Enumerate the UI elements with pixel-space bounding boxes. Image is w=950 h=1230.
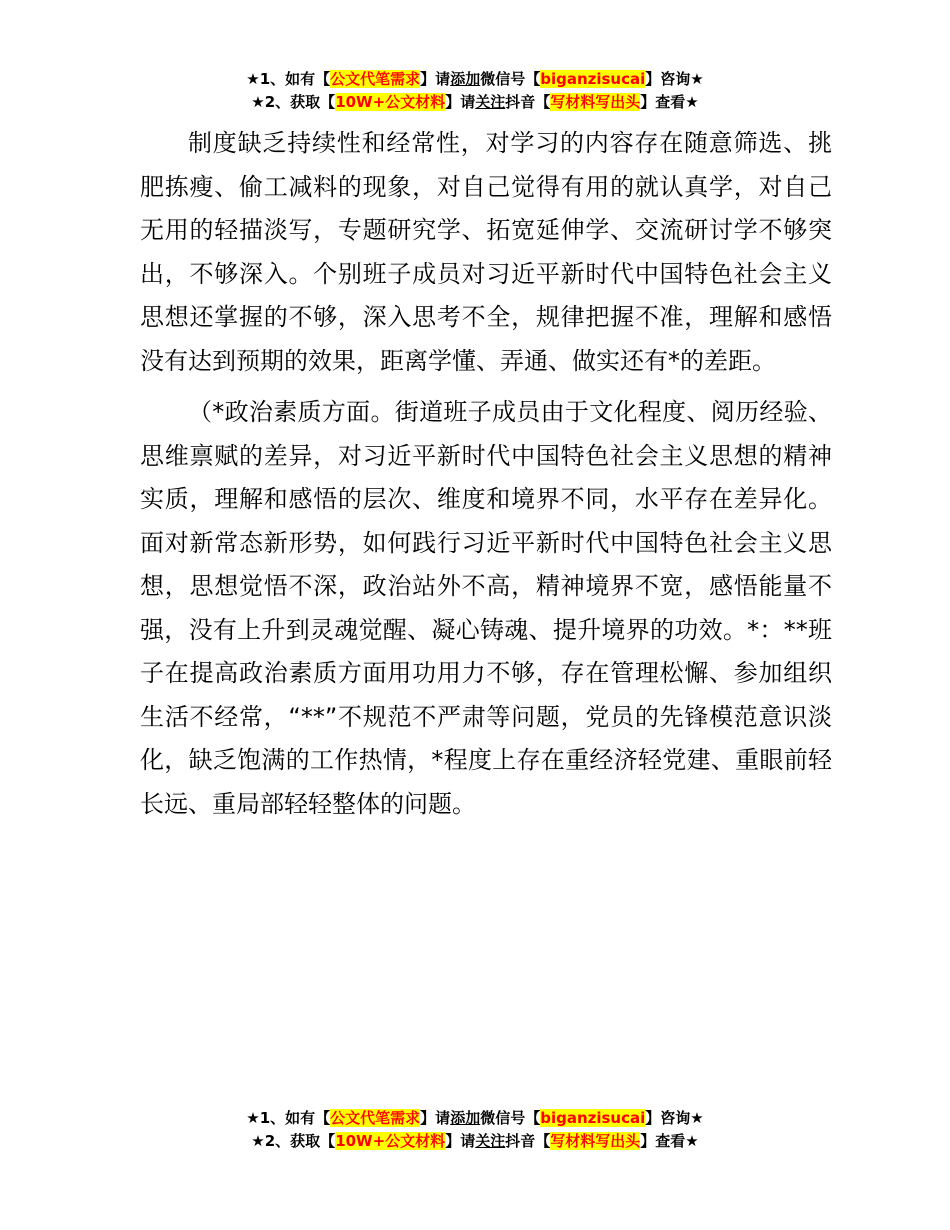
banner-line-2-mid2: 抖音【 bbox=[505, 93, 551, 111]
footer-line-1-highlight-wechat: biganzisucai bbox=[540, 1109, 646, 1127]
footer-line-1-underline: 添加 bbox=[450, 1109, 481, 1127]
footer-line-1-prefix: ★1、如有【 bbox=[246, 1109, 331, 1127]
footer-line-1-suffix: 】咨询★ bbox=[645, 1109, 704, 1127]
footer-line-1-mid2: 微信号【 bbox=[480, 1109, 541, 1127]
footer-line-2-highlight-douyin: 写材料写出头 bbox=[550, 1132, 641, 1150]
header-banner bbox=[0, 68, 950, 114]
footer-line-2-prefix: ★2、获取【 bbox=[251, 1132, 336, 1150]
banner-line-1-mid2: 微信号【 bbox=[480, 70, 541, 88]
banner-line-2-underline: 关注 bbox=[475, 93, 506, 111]
footer-line-2-underline: 关注 bbox=[475, 1132, 506, 1150]
footer-line-1 bbox=[0, 1107, 950, 1130]
footer-line-2-mid2: 抖音【 bbox=[505, 1132, 551, 1150]
banner-line-1-mid: 】请 bbox=[420, 70, 451, 88]
footer-line-2-mid: 】请 bbox=[445, 1132, 476, 1150]
paragraph-political-quality: （*政治素质方面。街道班子成员由于文化程度、阅历经验、思维禀赋的差异，对习近平新时代中国特色社会主义思想的精神实质，理解和感悟的层次、维度和境界不同，水平存在差异化。面对新常态新形势，如何践行习近平新时代中国特色社会主义思想，思想觉悟不深，政治站外不高，精神境界不宽，感悟能量不强，没有上升到灵魂觉醒、凝心铸魂、提升境界的功效。*：**班子在提高政治素质方面用功用力不够，存在管理松懈、参加组织生活不经常，“**”不规范不严肃等问题，党员的先锋模范意识淡化，缺乏饱满的工作热情，*程度上存在重经济轻党建、重眼前轻长远、重局部轻轻整体的问题。 bbox=[140, 398, 832, 818]
banner-line-1 bbox=[0, 68, 950, 91]
banner-line-2 bbox=[0, 91, 950, 114]
footer-line-2 bbox=[0, 1130, 950, 1153]
paragraph-study: 制度缺乏持续性和经常性，对学习的内容存在随意筛选、挑肥拣瘦、偷工减料的现象，对自己觉得有用的就认真学，对自己无用的轻描淡写，专题研究学、拓宽延伸学、交流研讨学不够突出，不够深入。个别班子成员对习近平新时代中国特色社会主义思想还掌握的不够，深入思考不全，规律把握不准，理解和感悟没有达到预期的效果，距离学懂、弄通、做实还有*的差距。 bbox=[140, 129, 832, 375]
banner-line-2-highlight-douyin: 写材料写出头 bbox=[550, 93, 641, 111]
banner-line-2-highlight-materials: 10W+公文材料 bbox=[335, 93, 446, 111]
banner-line-1-prefix: ★1、如有【 bbox=[246, 70, 331, 88]
banner-line-1-suffix: 】咨询★ bbox=[645, 70, 704, 88]
footer-line-2-highlight-materials: 10W+公文材料 bbox=[335, 1132, 446, 1150]
banner-line-1-highlight-wechat: biganzisucai bbox=[540, 70, 646, 88]
footer-line-1-highlight-service: 公文代笔需求 bbox=[330, 1109, 421, 1127]
document-body bbox=[140, 122, 832, 826]
banner-line-2-prefix: ★2、获取【 bbox=[251, 93, 336, 111]
banner-line-1-underline: 添加 bbox=[450, 70, 481, 88]
footer-banner bbox=[0, 1107, 950, 1153]
banner-line-2-suffix: 】查看★ bbox=[640, 93, 699, 111]
banner-line-1-highlight-service: 公文代笔需求 bbox=[330, 70, 421, 88]
footer-line-1-mid: 】请 bbox=[420, 1109, 451, 1127]
footer-line-2-suffix: 】查看★ bbox=[640, 1132, 699, 1150]
banner-line-2-mid: 】请 bbox=[445, 93, 476, 111]
